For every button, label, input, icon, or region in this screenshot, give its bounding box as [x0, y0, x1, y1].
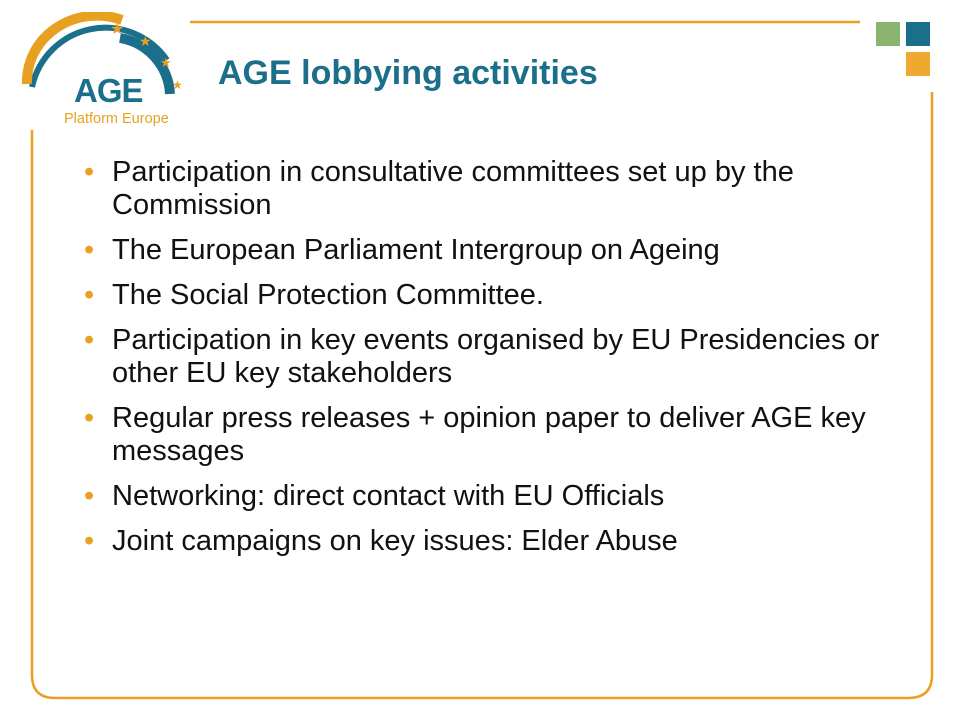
corner-squares: [876, 22, 934, 80]
blue-square: [906, 22, 930, 46]
bullet-text: Regular press releases + opinion paper to deliver AGE key messages: [112, 402, 866, 467]
svg-text:★: ★: [110, 19, 125, 38]
bullet-text: Participation in key events organised by EU Presidencies or other EU key stakeholders: [112, 324, 880, 389]
bullet-dot-icon: •: [84, 279, 95, 311]
bullet-list: [84, 156, 884, 570]
age-platform-europe-logo: [22, 12, 192, 127]
svg-text:★: ★: [139, 34, 152, 50]
bullet-dot-icon: •: [84, 480, 95, 512]
bullet-item: [84, 525, 884, 558]
bullet-item: [84, 480, 884, 513]
orange-square: [906, 52, 930, 76]
green-square: [876, 22, 900, 46]
bullet-item: [84, 279, 884, 312]
bullet-text: The European Parliament Intergroup on Ageing: [112, 234, 720, 266]
slide-title: AGE lobbying activities: [218, 54, 598, 92]
bullet-dot-icon: •: [84, 156, 95, 188]
bullet-item: [84, 324, 884, 390]
logo-wordmark: AGE: [74, 72, 143, 109]
bullet-item: [84, 234, 884, 267]
bullet-dot-icon: •: [84, 525, 95, 557]
svg-text:★: ★: [172, 78, 183, 92]
bullet-text: Networking: direct contact with EU Officials: [112, 480, 665, 512]
bullet-item: [84, 156, 884, 222]
bullet-item: [84, 402, 884, 468]
bullet-dot-icon: •: [84, 234, 95, 266]
svg-text:★: ★: [160, 56, 172, 71]
bullet-text: Participation in consultative committees set up by the Commission: [112, 156, 794, 221]
logo-subtitle: Platform Europe: [64, 111, 169, 127]
bullet-dot-icon: •: [84, 402, 95, 434]
bullet-text: Joint campaigns on key issues: Elder Abuse: [112, 525, 678, 557]
bullet-text: The Social Protection Committee.: [112, 279, 544, 311]
bullet-dot-icon: •: [84, 324, 95, 356]
